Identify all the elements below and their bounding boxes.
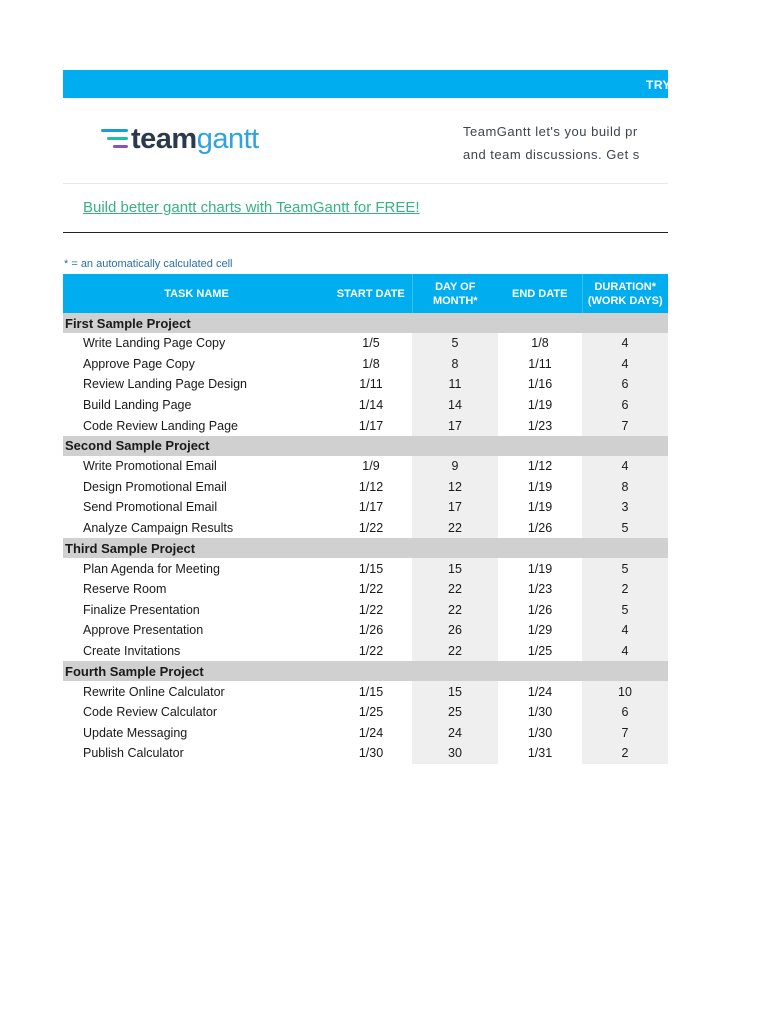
task-name-cell[interactable]: Design Promotional Email [83, 479, 227, 494]
table-row[interactable] [63, 723, 668, 744]
calculated-cell-note: * = an automatically calculated cell [64, 258, 233, 270]
table-row[interactable] [63, 456, 668, 477]
table-row[interactable] [63, 579, 668, 600]
start-date-cell[interactable]: 1/11 [359, 377, 383, 392]
table-row[interactable] [63, 415, 668, 436]
end-date-cell[interactable]: 1/26 [527, 602, 553, 617]
top-banner[interactable] [63, 70, 672, 98]
task-name-cell[interactable]: Code Review Landing Page [83, 418, 238, 433]
promo-text [463, 120, 668, 166]
task-name-cell[interactable]: Publish Calculator [83, 746, 184, 761]
day-of-month-cell[interactable]: 22 [412, 579, 498, 600]
day-of-month-cell[interactable]: 11 [412, 374, 498, 395]
day-of-month-cell[interactable]: 17 [412, 497, 498, 518]
task-name-cell[interactable]: Approve Page Copy [83, 356, 195, 371]
day-of-month-cell[interactable]: 22 [412, 518, 498, 539]
end-date-cell[interactable]: 1/23 [527, 418, 553, 433]
day-of-month-cell[interactable]: 22 [412, 641, 498, 662]
day-of-month-cell[interactable]: 5 [412, 333, 498, 354]
divider [63, 232, 668, 233]
project-group-row[interactable] [63, 313, 668, 333]
duration-cell[interactable]: 5 [582, 558, 668, 579]
project-group-row[interactable] [63, 436, 668, 456]
task-name-cell[interactable]: Code Review Calculator [83, 705, 218, 720]
duration-cell[interactable]: 2 [582, 743, 668, 764]
task-name-cell[interactable]: Plan Agenda for Meeting [83, 561, 220, 576]
end-date-cell[interactable]: 1/11 [528, 356, 552, 371]
duration-cell[interactable]: 6 [582, 374, 668, 395]
table-header-row [63, 274, 668, 313]
task-name-cell[interactable]: Approve Presentation [83, 623, 204, 638]
table-row[interactable] [63, 558, 668, 579]
duration-cell[interactable]: 6 [582, 395, 668, 416]
day-of-month-cell[interactable]: 30 [412, 743, 498, 764]
end-date-cell[interactable]: 1/16 [527, 377, 553, 392]
end-date-cell[interactable]: 1/12 [527, 459, 553, 474]
task-name-cell[interactable]: Send Promotional Email [83, 500, 218, 515]
day-of-month-cell[interactable]: 14 [412, 395, 498, 416]
duration-cell[interactable]: 4 [582, 354, 668, 375]
header-end-date: END DATE [498, 274, 582, 313]
duration-cell[interactable]: 4 [582, 456, 668, 477]
start-date-cell[interactable]: 1/12 [358, 479, 384, 494]
start-date-cell[interactable]: 1/8 [362, 356, 380, 371]
end-date-cell[interactable]: 1/30 [527, 705, 553, 720]
end-date-cell[interactable]: 1/29 [527, 623, 553, 638]
header-day-of-month: DAY OF MONTH* [412, 274, 498, 313]
end-date-cell[interactable]: 1/19 [527, 561, 553, 576]
task-name-cell[interactable]: Rewrite Online Calculator [83, 684, 225, 699]
duration-cell[interactable]: 4 [582, 333, 668, 354]
end-date-cell[interactable]: 1/25 [527, 644, 553, 659]
project-name: Fourth Sample Project [63, 661, 668, 681]
end-date-cell[interactable]: 1/31 [527, 746, 553, 761]
promo-line-1: TeamGantt let's you build pr [463, 124, 638, 139]
task-name-cell[interactable]: Write Landing Page Copy [83, 336, 226, 351]
start-date-cell[interactable]: 1/9 [362, 459, 380, 474]
table-row[interactable] [63, 743, 668, 764]
duration-cell[interactable]: 7 [582, 415, 668, 436]
task-name-cell[interactable]: Create Invitations [83, 644, 181, 659]
table-row[interactable] [63, 702, 668, 723]
start-date-cell[interactable]: 1/26 [358, 623, 384, 638]
header-task-name: TASK NAME [63, 274, 330, 313]
header-start-date: START DATE [330, 274, 412, 313]
start-date-cell[interactable]: 1/25 [358, 705, 384, 720]
table-row[interactable] [63, 395, 668, 416]
end-date-cell[interactable]: 1/26 [527, 521, 553, 536]
project-table [63, 274, 668, 764]
project-name: Second Sample Project [63, 436, 668, 456]
duration-cell[interactable]: 3 [582, 497, 668, 518]
start-date-cell[interactable]: 1/22 [358, 602, 384, 617]
task-name-cell[interactable]: Analyze Campaign Results [83, 521, 234, 536]
project-name: Third Sample Project [63, 538, 668, 558]
duration-cell[interactable]: 5 [582, 600, 668, 621]
table-row[interactable] [63, 641, 668, 662]
day-of-month-cell[interactable]: 15 [412, 558, 498, 579]
task-name-cell[interactable]: Update Messaging [83, 725, 188, 740]
start-date-cell[interactable]: 1/17 [358, 500, 384, 515]
start-date-cell[interactable]: 1/22 [358, 521, 384, 536]
duration-cell[interactable]: 6 [582, 702, 668, 723]
start-date-cell[interactable]: 1/30 [358, 746, 384, 761]
logo-bars-icon [101, 129, 128, 153]
day-of-month-cell[interactable]: 17 [412, 415, 498, 436]
end-date-cell[interactable]: 1/19 [527, 398, 553, 413]
duration-cell[interactable]: 4 [582, 641, 668, 662]
duration-cell[interactable]: 5 [582, 518, 668, 539]
end-date-cell[interactable]: 1/24 [527, 684, 553, 699]
duration-cell[interactable]: 10 [582, 681, 668, 702]
day-of-month-cell[interactable]: 12 [412, 477, 498, 498]
logo-wordmark: teamgantt [131, 123, 259, 155]
start-date-cell[interactable]: 1/17 [358, 418, 384, 433]
table-row[interactable] [63, 497, 668, 518]
task-name-cell[interactable]: Reserve Room [83, 582, 167, 597]
banner-cta-text[interactable]: TRY [646, 78, 672, 92]
day-of-month-cell[interactable]: 25 [412, 702, 498, 723]
start-date-cell[interactable]: 1/15 [358, 561, 384, 576]
end-date-cell[interactable]: 1/23 [527, 582, 553, 597]
day-of-month-cell[interactable]: 15 [412, 681, 498, 702]
cta-link[interactable]: Build better gantt charts with TeamGantt for FREE! [83, 199, 420, 216]
start-date-cell[interactable]: 1/14 [358, 398, 384, 413]
day-of-month-cell[interactable]: 9 [412, 456, 498, 477]
start-date-cell[interactable]: 1/22 [358, 582, 384, 597]
start-date-cell[interactable]: 1/24 [358, 725, 384, 740]
table-row[interactable] [63, 333, 668, 354]
table-row[interactable] [63, 477, 668, 498]
duration-cell[interactable]: 4 [582, 620, 668, 641]
table-row[interactable] [63, 600, 668, 621]
project-group-row[interactable] [63, 661, 668, 681]
day-of-month-cell[interactable]: 26 [412, 620, 498, 641]
duration-cell[interactable]: 8 [582, 477, 668, 498]
project-name: First Sample Project [63, 313, 668, 333]
table-row[interactable] [63, 518, 668, 539]
promo-line-2: and team discussions. Get s [463, 147, 640, 162]
start-date-cell[interactable]: 1/15 [358, 684, 384, 699]
end-date-cell[interactable]: 1/30 [527, 725, 553, 740]
day-of-month-cell[interactable]: 8 [412, 354, 498, 375]
duration-cell[interactable]: 7 [582, 723, 668, 744]
start-date-cell[interactable]: 1/5 [362, 336, 380, 351]
day-of-month-cell[interactable]: 22 [412, 600, 498, 621]
task-name-cell[interactable]: Build Landing Page [83, 398, 192, 413]
project-group-row[interactable] [63, 538, 668, 558]
end-date-cell[interactable]: 1/8 [531, 336, 549, 351]
end-date-cell[interactable]: 1/19 [527, 500, 553, 515]
duration-cell[interactable]: 2 [582, 579, 668, 600]
header-duration: DURATION* (WORK DAYS) [582, 274, 668, 313]
task-name-cell[interactable]: Write Promotional Email [83, 459, 217, 474]
teamgantt-logo [101, 123, 271, 156]
table-row[interactable] [63, 681, 668, 702]
table-row[interactable] [63, 354, 668, 375]
start-date-cell[interactable]: 1/22 [358, 644, 384, 659]
task-name-cell[interactable]: Review Landing Page Design [83, 377, 247, 392]
divider [63, 183, 668, 184]
table-row[interactable] [63, 374, 668, 395]
day-of-month-cell[interactable]: 24 [412, 723, 498, 744]
table-row[interactable] [63, 620, 668, 641]
task-name-cell[interactable]: Finalize Presentation [83, 602, 200, 617]
end-date-cell[interactable]: 1/19 [527, 479, 553, 494]
